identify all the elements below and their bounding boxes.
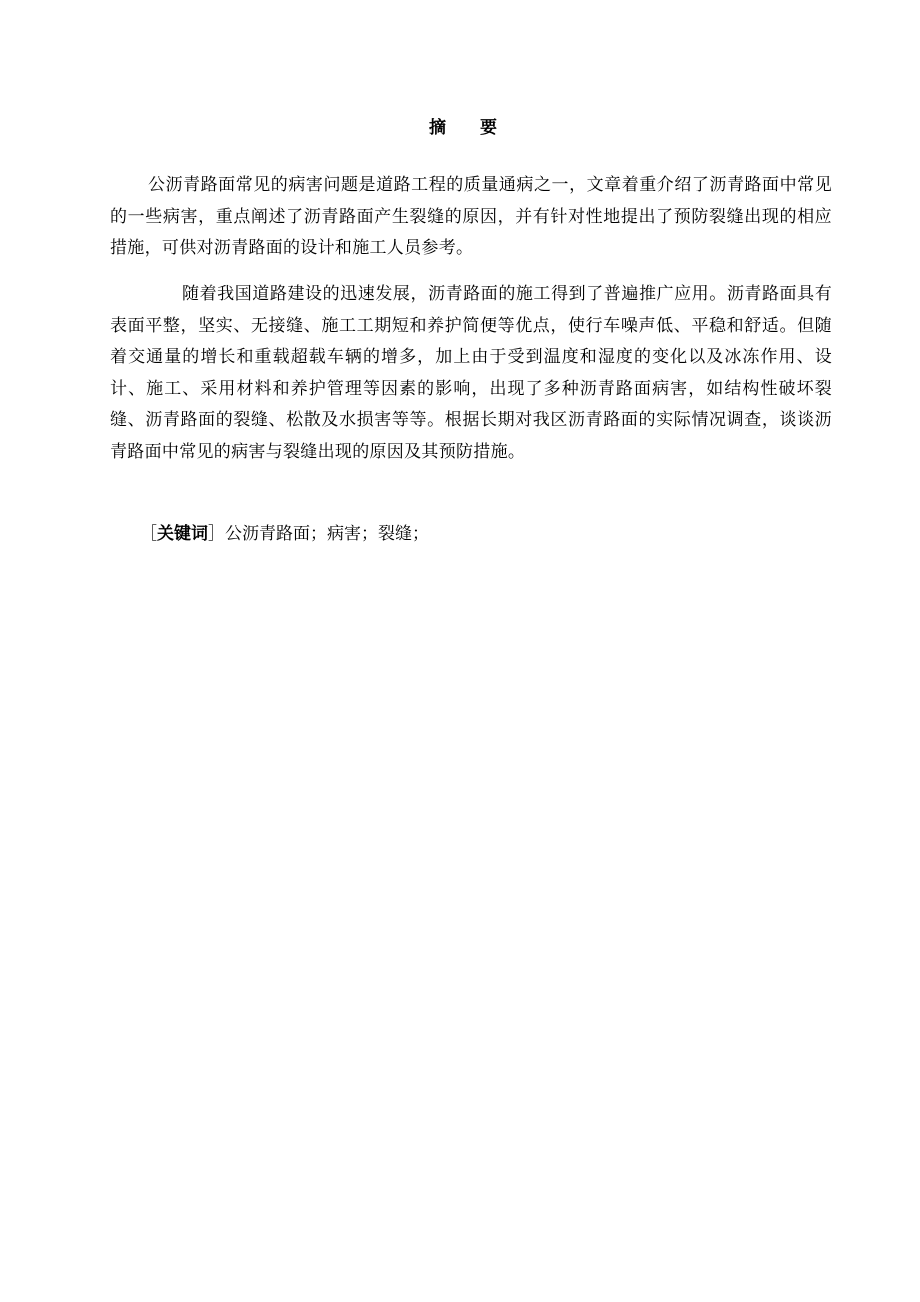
keywords-line (140, 520, 840, 548)
keywords-label: 关键词 (157, 524, 208, 544)
keywords-value: 公沥青路面；病害；裂缝； (225, 524, 429, 544)
keywords-close-bracket: ］ (208, 524, 225, 544)
keywords-open-bracket: ［ (140, 524, 157, 544)
abstract-paragraph-1: 公沥青路面常见的病害问题是道路工程的质量通病之一，文章着重介绍了沥青路面中常见的一些病害，重点阐述了沥青路面产生裂缝的原因，并有针对性地提出了预防裂缝出现的相应措施，可供对沥青路面的设计和施工人员参考。 (110, 175, 832, 258)
abstract-title: 摘 要 (429, 118, 511, 138)
abstract-paragraph-2: 随着我国道路建设的迅速发展，沥青路面的施工得到了普遍推广应用。沥青路面具有表面平整，坚实、无接缝、施工工期短和养护简便等优点，使行车噪声低、平稳和舒适。但随着交通量的增长和重载超载车辆的增多，加上由于受到温度和湿度的变化以及冰冻作用、设计、施工、采用材料和养护管理等因素的影响，出现了多种沥青路面病害，如结构性破坏裂缝、沥青路面的裂缝、松散及水损害等等。根据长期对我区沥青路面的实际情况调查，谈谈沥青路面中常见的病害与裂缝出现的原因及其预防措施。 (110, 284, 832, 462)
